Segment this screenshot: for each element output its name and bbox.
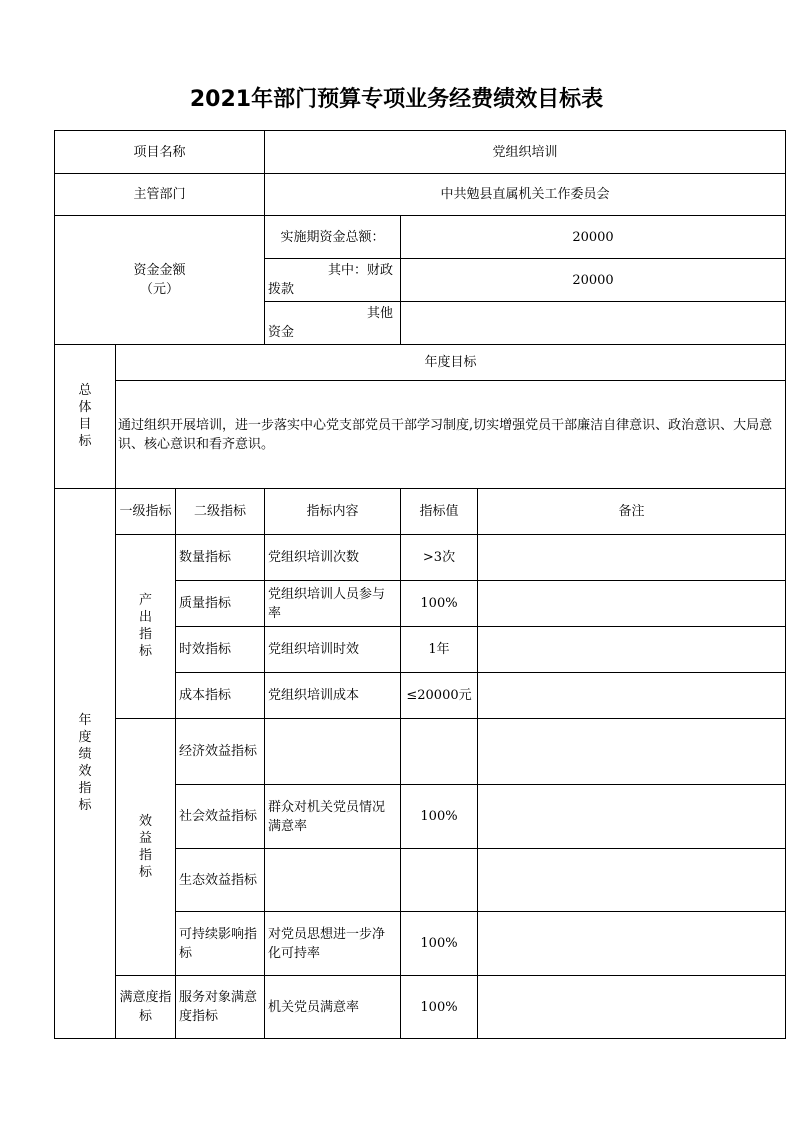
- value-cell: 100%: [401, 912, 478, 976]
- project-name-row: [55, 131, 786, 174]
- funds-fiscal-label-top: 其中：财政: [327, 263, 393, 278]
- level2-cell: 质量指标: [176, 581, 265, 627]
- value-cell: [401, 719, 478, 785]
- header-value: 指标值: [401, 489, 478, 535]
- overall-goal-header-row: [55, 345, 786, 381]
- project-name-label: 项目名称: [55, 131, 265, 174]
- funds-label: 资金金额: [133, 263, 186, 278]
- value-cell: ≤20000元: [401, 673, 478, 719]
- value-cell: 1年: [401, 627, 478, 673]
- content-cell: 对党员思想进一步净化可持率: [265, 912, 401, 976]
- funds-fiscal-label: [265, 259, 401, 302]
- level2-cell: 经济效益指标: [176, 719, 265, 785]
- header-level1: 一级指标: [116, 489, 176, 535]
- level2-cell: 社会效益指标: [176, 785, 265, 849]
- content-cell: 党组织培训成本: [265, 673, 401, 719]
- funds-other-label: [265, 302, 401, 345]
- remark-cell: [478, 785, 786, 849]
- level2-cell: 服务对象满意度指标: [176, 976, 265, 1039]
- funds-total-label: 实施期资金总额：: [265, 216, 401, 259]
- funds-label-cell: [55, 216, 265, 345]
- remark-cell: [478, 976, 786, 1039]
- value-cell: >3次: [401, 535, 478, 581]
- indicator-section-label: 年度绩效指标: [78, 713, 92, 813]
- benefit-label-cell: [116, 719, 176, 976]
- overall-goal-header: 年度目标: [116, 345, 786, 381]
- benefit-label: 效益指标: [138, 813, 152, 880]
- level2-cell: 数量指标: [176, 535, 265, 581]
- project-name-value: 党组织培训: [265, 131, 786, 174]
- satisfaction-label: 满意度指标: [116, 976, 176, 1039]
- performance-table: [54, 130, 786, 1039]
- table-row: [55, 535, 786, 581]
- funds-total-value: 20000: [401, 216, 786, 259]
- content-cell: [265, 719, 401, 785]
- content-cell: 党组织培训时效: [265, 627, 401, 673]
- content-cell: 党组织培训人员参与率: [265, 581, 401, 627]
- overall-goal-text-row: [55, 381, 786, 489]
- remark-cell: [478, 849, 786, 912]
- remark-cell: [478, 535, 786, 581]
- overall-goal-label: 总体目标: [78, 383, 92, 449]
- output-label: 产出指标: [138, 593, 152, 659]
- funds-other-label-bottom: 资金: [268, 325, 295, 340]
- department-value: 中共勉县直属机关工作委员会: [265, 174, 786, 216]
- table-row: [55, 719, 786, 785]
- level2-cell: 可持续影响指标: [176, 912, 265, 976]
- indicator-header-row: [55, 489, 786, 535]
- overall-goal-label-cell: [55, 345, 116, 489]
- funds-unit: （元）: [139, 282, 179, 297]
- department-row: [55, 174, 786, 216]
- content-cell: [265, 849, 401, 912]
- header-remark: 备注: [478, 489, 786, 535]
- value-cell: [401, 849, 478, 912]
- level2-cell: 成本指标: [176, 673, 265, 719]
- content-cell: 机关党员满意率: [265, 976, 401, 1039]
- value-cell: 100%: [401, 785, 478, 849]
- remark-cell: [478, 581, 786, 627]
- remark-cell: [478, 719, 786, 785]
- funds-other-label-top: 其他: [366, 306, 393, 321]
- header-level2: 二级指标: [176, 489, 265, 535]
- remark-cell: [478, 673, 786, 719]
- content-cell: 党组织培训次数: [265, 535, 401, 581]
- remark-cell: [478, 912, 786, 976]
- funds-other-value: [401, 302, 786, 345]
- department-label: 主管部门: [55, 174, 265, 216]
- overall-goal-text: 通过组织开展培训，进一步落实中心党支部党员干部学习制度,切实增强党员干部廉洁自律意识、政治意识、大局意识、核心意识和看齐意识。: [116, 381, 786, 489]
- content-cell: 群众对机关党员情况满意率: [265, 785, 401, 849]
- remark-cell: [478, 627, 786, 673]
- level2-cell: 时效指标: [176, 627, 265, 673]
- output-label-cell: [116, 535, 176, 719]
- value-cell: 100%: [401, 976, 478, 1039]
- table-row: [55, 976, 786, 1039]
- page-title: 2021年部门预算专项业务经费绩效目标表: [189, 87, 604, 112]
- funds-fiscal-value: 20000: [401, 259, 786, 302]
- funds-fiscal-label-bottom: 拨款: [268, 282, 295, 297]
- funds-total-row: [55, 216, 786, 259]
- header-content: 指标内容: [265, 489, 401, 535]
- value-cell: 100%: [401, 581, 478, 627]
- level2-cell: 生态效益指标: [176, 849, 265, 912]
- indicator-section-label-cell: [55, 489, 116, 1039]
